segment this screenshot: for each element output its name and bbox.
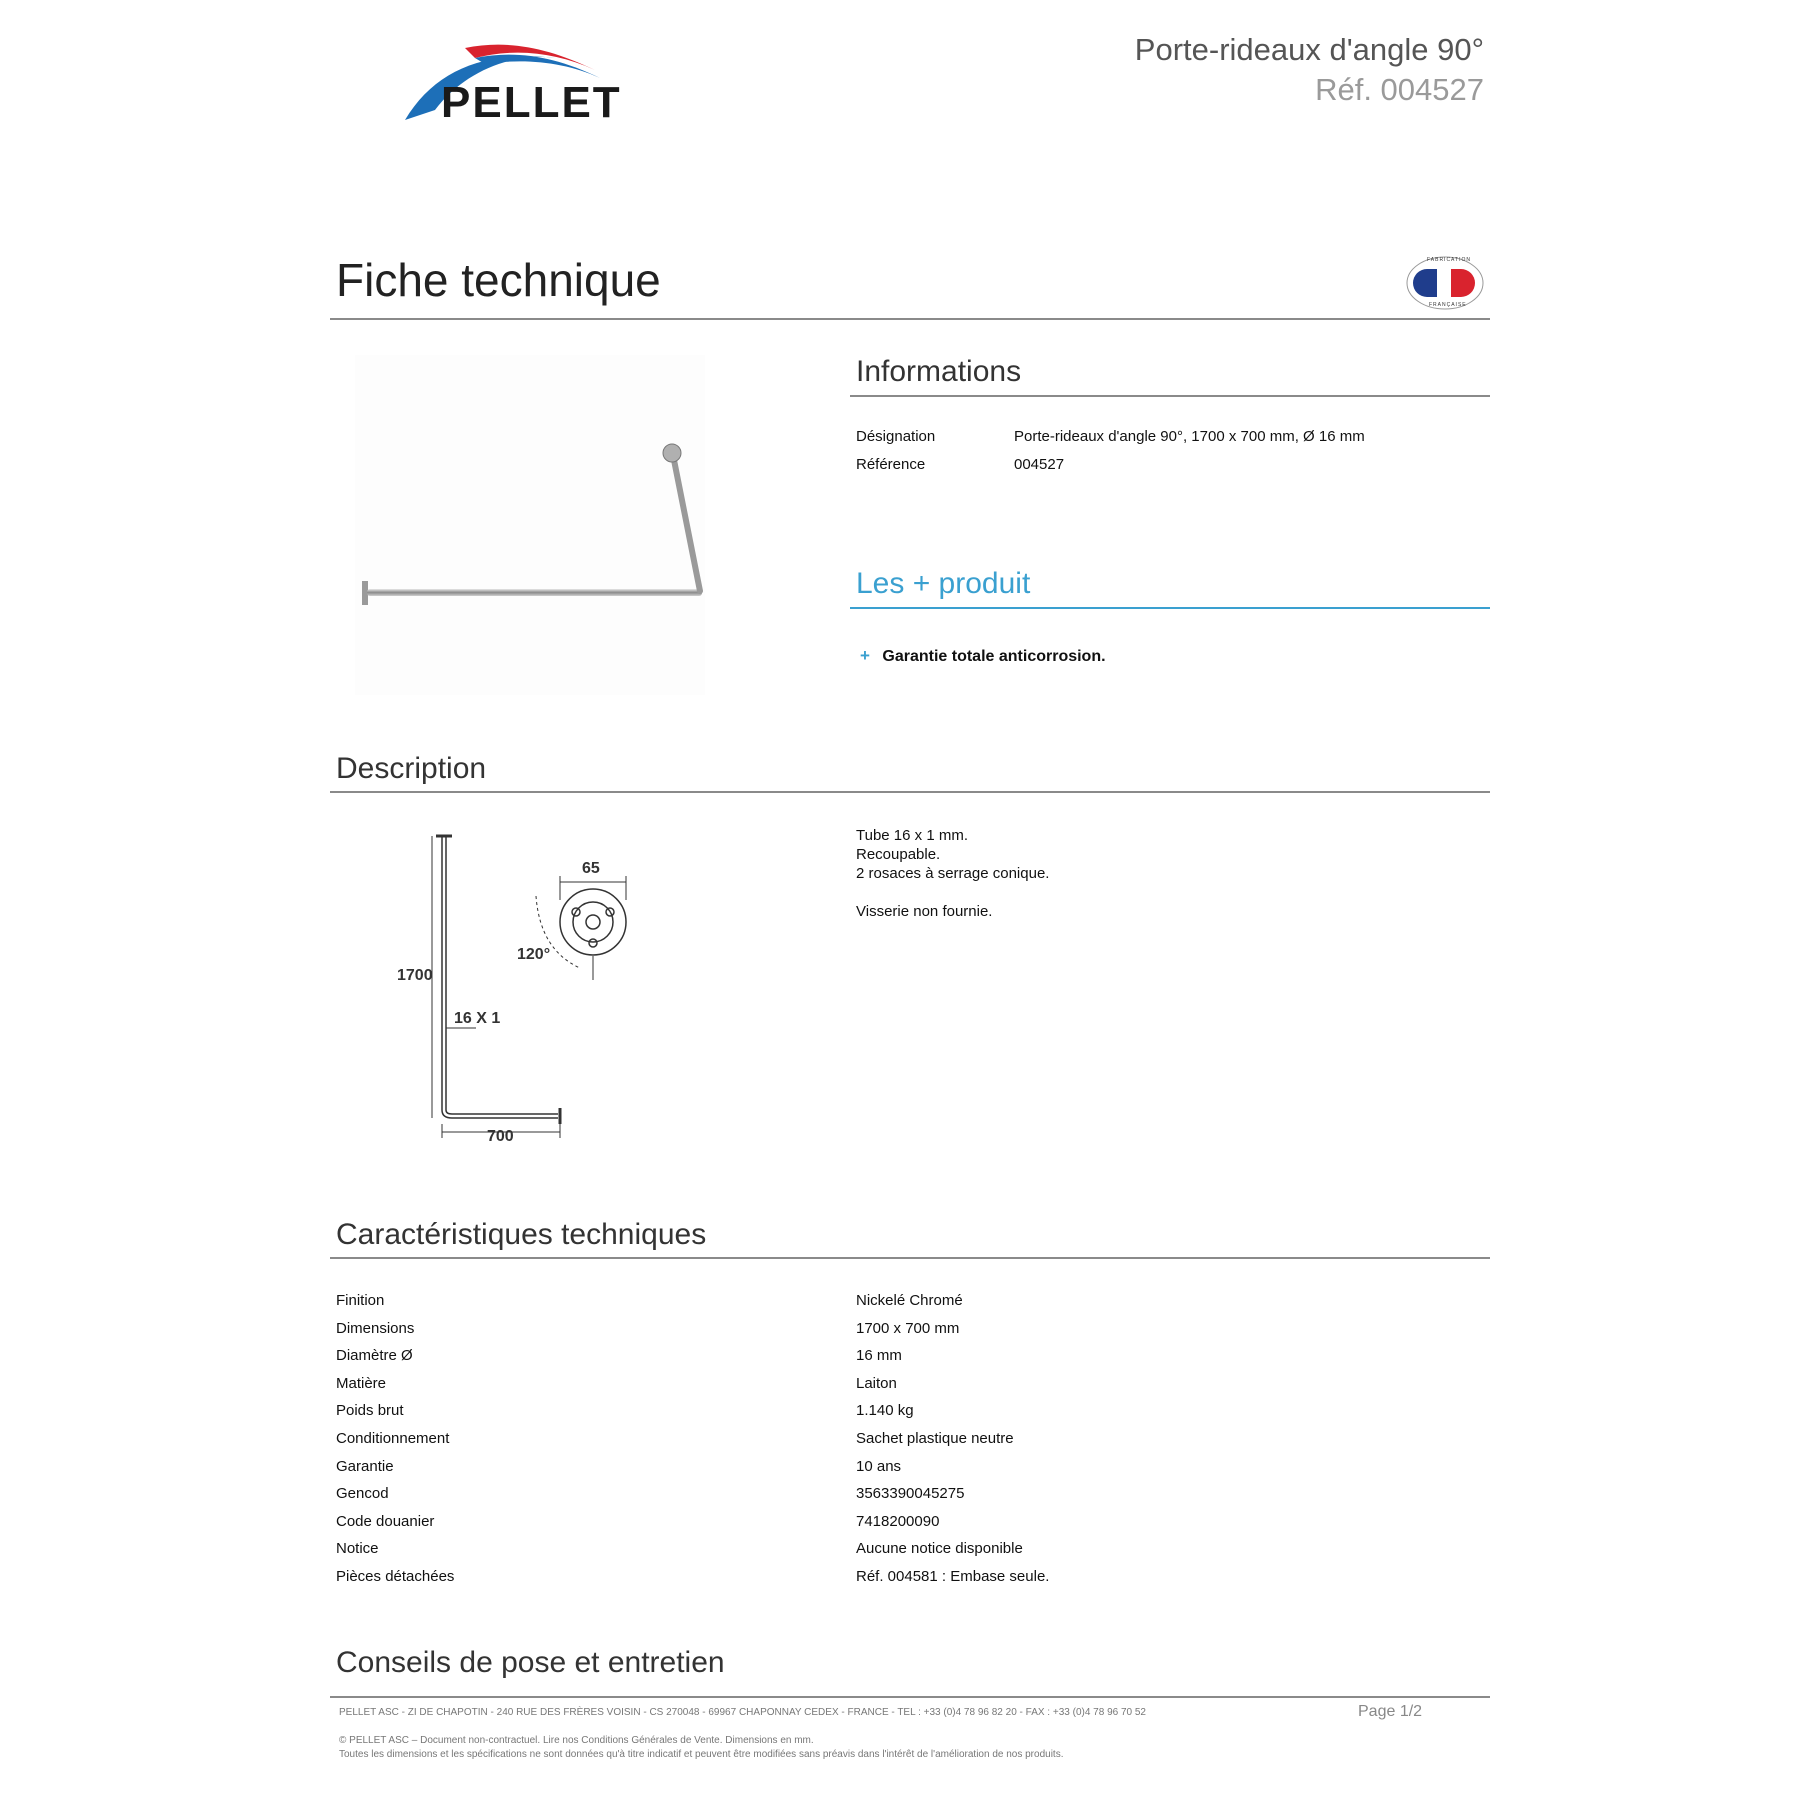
spec-value: 1700 x 700 mm bbox=[856, 1319, 960, 1337]
dimension-drawing-icon bbox=[380, 820, 710, 1150]
spec-label: Gencod bbox=[336, 1485, 389, 1503]
description-heading: Description bbox=[336, 752, 487, 785]
spec-row bbox=[336, 1540, 1486, 1568]
informations-divider bbox=[850, 395, 1490, 397]
plus-icon: + bbox=[860, 646, 870, 665]
caracteristiques-divider bbox=[330, 1257, 1490, 1259]
product-title: Porte-rideaux d'angle 90° bbox=[1134, 32, 1484, 67]
spec-row bbox=[336, 1292, 1486, 1320]
description-line: 2 rosaces à serrage conique. bbox=[856, 865, 1050, 882]
title-divider bbox=[330, 318, 1490, 320]
informations-table bbox=[856, 428, 1486, 484]
dimension-angle: 120° bbox=[517, 946, 551, 963]
technical-drawing bbox=[380, 820, 710, 1150]
plus-produit-heading: Les + produit bbox=[856, 567, 1031, 600]
dimension-rosace: 65 bbox=[582, 860, 600, 877]
spec-value: 3563390045275 bbox=[856, 1485, 965, 1503]
description-line: Recoupable. bbox=[856, 846, 941, 863]
brand-logo bbox=[395, 40, 645, 130]
spec-label: Code douanier bbox=[336, 1512, 435, 1530]
spec-label: Diamètre Ø bbox=[336, 1347, 413, 1365]
spec-row bbox=[336, 1347, 1486, 1375]
info-label: Référence bbox=[856, 456, 926, 473]
spec-row bbox=[336, 1485, 1486, 1513]
spec-label: Dimensions bbox=[336, 1319, 415, 1337]
info-value: Porte-rideaux d'angle 90°, 1700 x 700 mm, Ø 16 mm bbox=[1014, 428, 1365, 445]
product-photo bbox=[355, 355, 705, 695]
spec-row bbox=[336, 1430, 1486, 1458]
spec-row bbox=[336, 1375, 1486, 1403]
spec-row bbox=[336, 1402, 1486, 1430]
spec-value: Réf. 004581 : Embase seule. bbox=[856, 1567, 1050, 1585]
spec-value: Aucune notice disponible bbox=[856, 1540, 1023, 1558]
spec-value: 7418200090 bbox=[856, 1512, 940, 1530]
footer-address: PELLET ASC - ZI DE CHAPOTIN - 240 RUE DES FRÈRES VOISIN - CS 270048 - 69967 CHAPONNAY CEDEX - FRANCE - TEL : +33 (0)4 78 96 82 20 - FAX : +33 (0)4 78 96 70 52 bbox=[339, 1707, 1146, 1718]
informations-heading: Informations bbox=[856, 355, 1022, 388]
info-value: 004527 bbox=[1014, 456, 1065, 473]
spec-value: Nickelé Chromé bbox=[856, 1292, 963, 1309]
description-divider bbox=[330, 791, 1490, 793]
spec-row bbox=[336, 1458, 1486, 1486]
spec-row bbox=[336, 1568, 1486, 1596]
spec-label: Matière bbox=[336, 1374, 387, 1392]
spec-label: Conditionnement bbox=[336, 1429, 450, 1447]
product-reference: Réf. 004527 bbox=[1315, 72, 1484, 107]
spec-row bbox=[336, 1513, 1486, 1541]
spec-label: Garantie bbox=[336, 1457, 394, 1475]
description-text bbox=[856, 826, 1049, 921]
plus-produit-divider bbox=[850, 607, 1490, 609]
spec-value: 10 ans bbox=[856, 1457, 902, 1475]
info-row bbox=[856, 428, 1486, 456]
fabrication-francaise-badge bbox=[1405, 255, 1485, 311]
dimension-height: 1700 bbox=[397, 967, 433, 984]
description-line: Tube 16 x 1 mm. bbox=[856, 827, 968, 844]
specs-table bbox=[336, 1292, 1486, 1596]
benefit-text: Garantie totale anticorrosion. bbox=[882, 648, 1106, 665]
caracteristiques-heading: Caractéristiques techniques bbox=[336, 1218, 707, 1251]
spec-value: Sachet plastique neutre bbox=[856, 1429, 1014, 1447]
footer-legal-1: © PELLET ASC – Document non-contractuel. Lire nos Conditions Générales de Vente. Dimensions en mm. bbox=[339, 1735, 814, 1746]
description-line bbox=[856, 883, 1049, 902]
spec-value: 16 mm bbox=[856, 1347, 902, 1365]
dimension-tube: 16 X 1 bbox=[454, 1010, 501, 1027]
conseils-heading: Conseils de pose et entretien bbox=[336, 1646, 725, 1679]
spec-row bbox=[336, 1320, 1486, 1348]
badge-text-top: FABRICATION bbox=[1427, 257, 1471, 263]
footer-legal-2: Toutes les dimensions et les spécifications ne sont données qu'à titre indicatif et peuvent être modifiées sans préavis dans l'intérêt de l'amélioration de nos produits. bbox=[339, 1749, 1064, 1760]
spec-label: Notice bbox=[336, 1540, 379, 1558]
spec-label: Poids brut bbox=[336, 1402, 404, 1420]
curtain-rod-image bbox=[355, 355, 705, 695]
spec-value: Laiton bbox=[856, 1374, 897, 1392]
info-row bbox=[856, 456, 1486, 484]
brand-name: PELLET bbox=[441, 78, 622, 127]
page-number: Page 1/2 bbox=[1358, 1703, 1423, 1720]
conseils-divider bbox=[330, 1696, 1490, 1698]
description-line: Visserie non fournie. bbox=[856, 903, 993, 920]
page-title: Fiche technique bbox=[336, 254, 661, 306]
info-label: Désignation bbox=[856, 428, 936, 445]
dimension-width: 700 bbox=[487, 1128, 514, 1145]
spec-value: 1.140 kg bbox=[856, 1402, 914, 1420]
benefit-item bbox=[860, 646, 1106, 666]
badge-text-bottom: FRANÇAISE bbox=[1429, 302, 1467, 308]
spec-label: Finition bbox=[336, 1292, 385, 1309]
spec-label: Pièces détachées bbox=[336, 1567, 455, 1585]
